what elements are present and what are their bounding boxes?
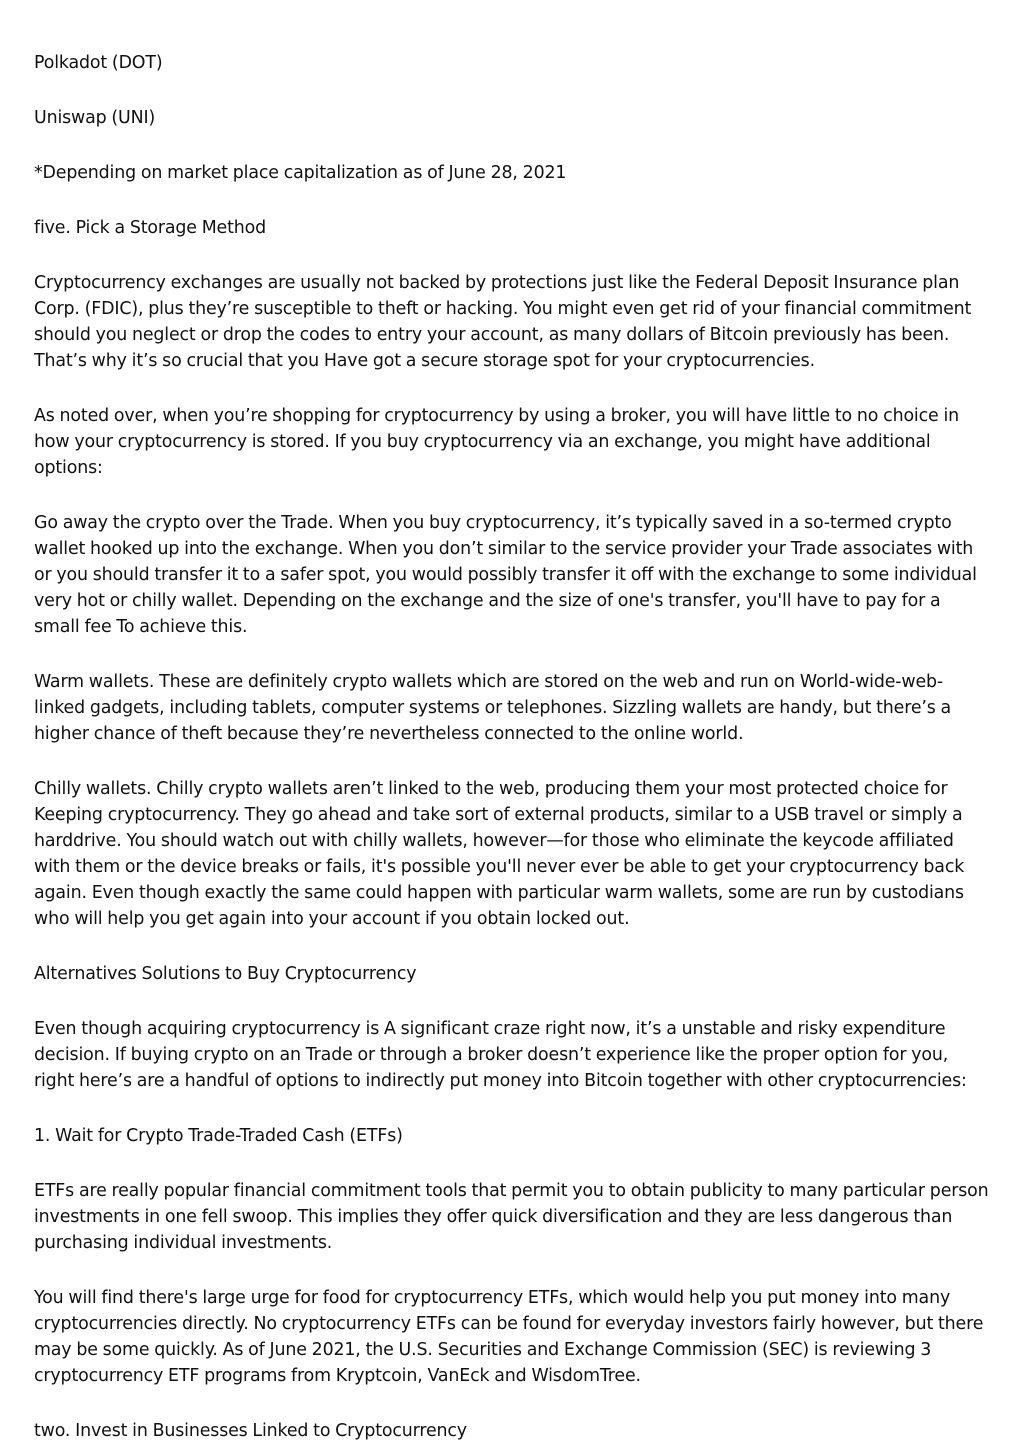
paragraph-cold-wallets: Chilly wallets. Chilly crypto wallets aren’t linked to the web, producing them your most protected choice for Keeping cryptocurrency. They go ahead and take sort of external products, similar to a USB travel or simply a harddrive. You should watch out with chilly wallets, however—for those who eliminate the keycode affiliated with them or the device breaks or fails, it's possible you'll never ever be able to get your cryptocurrency back again. Even though exactly the same could happen with particular warm wallets, some are run by custodians who will help you get again into your account if you obtain locked out.	[34, 779, 965, 929]
section-heading-alternatives: Alternatives Solutions to Buy Cryptocurrency	[34, 964, 417, 984]
paragraph-etfs-explained: ETFs are really popular financial commitment tools that permit you to obtain publicity to many particular person investments in one fell swoop. This implies they offer quick diversification and they are less dangerous than purchasing individual investments.	[34, 1181, 989, 1253]
section-heading-storage-method: five. Pick a Storage Method	[34, 218, 267, 238]
section-heading-etfs: 1. Wait for Crypto Trade-Traded Cash (ETFs)	[34, 1126, 403, 1146]
list-item-uniswap: Uniswap (UNI)	[34, 108, 156, 128]
list-item-polkadot: Polkadot (DOT)	[34, 53, 163, 73]
paragraph-leave-on-exchange: Go away the crypto over the Trade. When you buy cryptocurrency, it’s typically saved in a so-termed crypto wallet hooked up into the exchange. When you don’t similar to the service provider your Trade associates with or you should transfer it to a safer spot, you would possibly transfer it off with the exchange to some individual very hot or chilly wallet. Depending on the exchange and the size of one's transfer, you'll have to pay for a small fee To achieve this.	[34, 513, 977, 637]
paragraph-exchange-risks: Cryptocurrency exchanges are usually not backed by protections just like the Federal Deposit Insurance plan Corp. (FDIC), plus they’re susceptible to theft or hacking. You might even get rid of your financial commitment should you neglect or drop the codes to entry your account, as many dollars of Bitcoin previously has been. That’s why it’s so crucial that you Have got a secure storage spot for your cryptocurrencies.	[34, 273, 972, 371]
section-heading-invest-businesses: two. Invest in Businesses Linked to Cryptocurrency	[34, 1421, 467, 1441]
footnote-market-cap: *Depending on market place capitalization as of June 28, 2021	[34, 163, 567, 183]
paragraph-broker-storage: As noted over, when you’re shopping for cryptocurrency by using a broker, you will have little to no choice in how your cryptocurrency is stored. If you buy cryptocurrency via an exchange, you might have additional options:	[34, 406, 960, 478]
paragraph-etf-demand: You will find there's large urge for food for cryptocurrency ETFs, which would help you put money into many cryptocurrencies directly. No cryptocurrency ETFs can be found for everyday investors fairly however, but there may be some quickly. As of June 2021, the U.S. Securities and Exchange Commission (SEC) is reviewing 3 cryptocurrency ETF programs from Kryptcoin, VanEck and WisdomTree.	[34, 1288, 984, 1386]
paragraph-hot-wallets: Warm wallets. These are definitely crypto wallets which are stored on the web and run on World-wide-web-linked gadgets, including tablets, computer systems or telephones. Sizzling wallets are handy, but there’s a higher chance of theft because they’re nevertheless connected to the online world.	[34, 672, 952, 744]
paragraph-alternatives-intro: Even though acquiring cryptocurrency is A significant craze right now, it’s a unstable and risky expenditure decision. If buying crypto on an Trade or through a broker doesn’t experience like the proper option for you, right here’s are a handful of options to indirectly put money into Bitcoin together with other cryptocurrencies:	[34, 1019, 967, 1091]
